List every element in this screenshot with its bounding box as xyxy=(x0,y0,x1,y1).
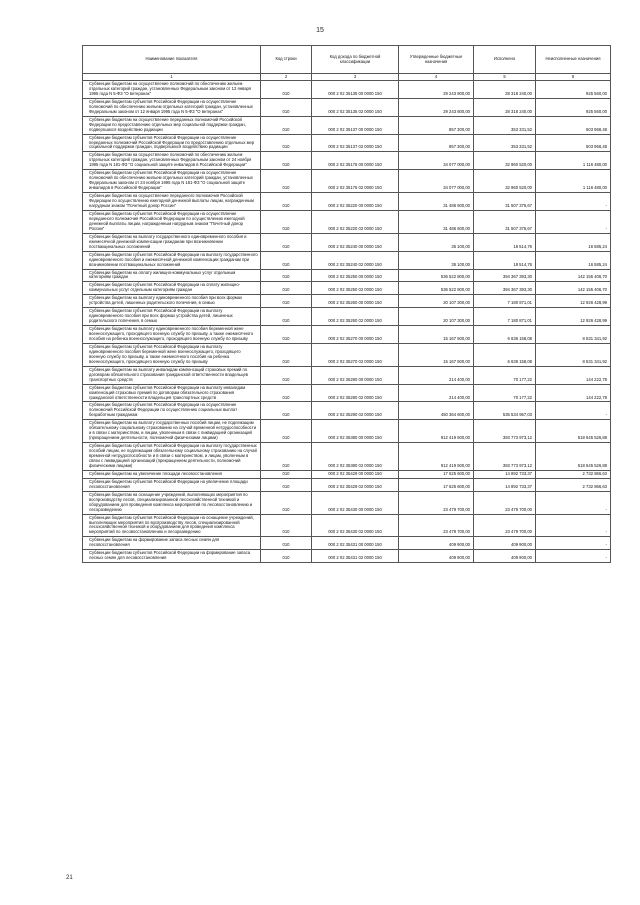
row-approved: 214 400,00 xyxy=(399,384,474,402)
row-executed: 394 367 393,30 xyxy=(474,282,536,295)
row-executed: 23 479 700,00 xyxy=(474,491,536,514)
row-approved: 409 900,00 xyxy=(399,537,474,550)
row-name: Субвенции бюджетам на осуществление переданного полномочия Российской Федерации по осуществлению ежегодной денежной выплаты лицам, награжденным нагрудным знаком "Почетный донор России" xyxy=(83,193,261,211)
row-unexecuted: - xyxy=(536,402,611,420)
table-row xyxy=(83,326,611,344)
row-kbk: 000 2 02 35290 02 0000 150 xyxy=(312,402,399,420)
footer-number: 21 xyxy=(66,875,73,881)
row-approved: 17 625 600,00 xyxy=(399,478,474,491)
row-approved: 536 522 800,00 xyxy=(399,282,474,295)
row-kbk: 000 2 02 35250 00 0000 150 xyxy=(312,269,399,282)
row-executed: 393 773 973,12 xyxy=(474,420,536,443)
row-approved: 912 419 500,00 xyxy=(399,420,474,443)
row-kbk: 000 2 02 35135 02 0000 150 xyxy=(312,98,399,116)
row-code: 010 xyxy=(261,478,312,491)
row-kbk: 000 2 02 35431 00 0000 150 xyxy=(312,537,399,550)
table-row xyxy=(83,152,611,170)
row-executed: 14 892 733,37 xyxy=(474,470,536,478)
header-name: Наименование показателя xyxy=(83,46,261,74)
row-executed: 32 960 520,00 xyxy=(474,152,536,170)
row-approved: 35 100,00 xyxy=(399,251,474,269)
table-row xyxy=(83,210,611,233)
table-row xyxy=(83,343,611,366)
row-approved: 409 900,00 xyxy=(399,550,474,563)
table-header xyxy=(83,46,611,74)
row-executed: 393 773 973,12 xyxy=(474,443,536,471)
row-approved: 23 479 700,00 xyxy=(399,514,474,537)
row-approved: 15 167 500,00 xyxy=(399,326,474,344)
row-code: 010 xyxy=(261,550,312,563)
row-code: 010 xyxy=(261,170,312,193)
row-executed: 23 479 700,00 xyxy=(474,514,536,537)
row-name: Субвенции бюджетам на выплату государственных пособий лицам, не подлежащим обязательному социальному страхованию на случай временной нетрудоспособности и в связи с материнством, и лицам, уволенным в связи с ликвидацией организаций (прекращением деятельности, полномочий физическими лицами) xyxy=(83,420,261,443)
row-kbk: 000 2 02 35430 02 0000 150 xyxy=(312,514,399,537)
row-unexecuted: - xyxy=(536,514,611,537)
row-unexecuted: 518 645 526,88 xyxy=(536,420,611,443)
row-code: 010 xyxy=(261,366,312,384)
row-name: Субвенции бюджетам на осуществление переданных полномочий Российской Федерации по предоставлению отдельных мер социальной поддержки граждан, подвергшихся воздействию радиации xyxy=(83,116,261,134)
row-executed: 6 636 158,08 xyxy=(474,326,536,344)
row-code: 010 xyxy=(261,384,312,402)
row-unexecuted: 8 531 341,92 xyxy=(536,326,611,344)
row-name: Субвенции бюджетам субъектов Российской Федерации на оплату жилищно-коммунальных услуг отдельным категориям граждан xyxy=(83,282,261,295)
row-code: 010 xyxy=(261,210,312,233)
table-row xyxy=(83,491,611,514)
row-kbk: 000 2 02 35220 00 0000 150 xyxy=(312,193,399,211)
column-index: 2 xyxy=(261,74,312,81)
row-kbk: 000 2 02 35429 00 0000 150 xyxy=(312,470,399,478)
row-kbk: 000 2 02 35137 00 0000 150 xyxy=(312,116,399,134)
row-name: Субвенции бюджетам субъектов Российской Федерации на осуществление полномочий по обеспечению жильем отдельных категорий граждан, установленных Федеральным законом от 12 января 1995 года N 5-ФЗ "О ветеранах" xyxy=(83,98,261,116)
row-executed: 7 180 871,01 xyxy=(474,295,536,308)
row-executed: 14 892 733,37 xyxy=(474,478,536,491)
row-unexecuted: - xyxy=(536,550,611,563)
header-approved: Утвержденные бюджетные назначения xyxy=(399,46,474,74)
row-unexecuted: 16 585,24 xyxy=(536,251,611,269)
table-row xyxy=(83,550,611,563)
row-approved: 29 243 800,00 xyxy=(399,98,474,116)
table-row xyxy=(83,443,611,471)
row-name: Субвенции бюджетам на осуществление полномочий по обеспечению жильем отдельных категорий граждан, установленных Федеральным законом от 24 ноября 1995 года N 181-ФЗ "О социальной защите инвалидов в Российской Федерации" xyxy=(83,152,261,170)
row-unexecuted: 8 531 341,92 xyxy=(536,343,611,366)
row-kbk: 000 2 02 35135 00 0000 150 xyxy=(312,81,399,99)
row-kbk: 000 2 02 35280 00 0000 150 xyxy=(312,366,399,384)
row-approved: 857 300,00 xyxy=(399,116,474,134)
header-row xyxy=(83,46,611,74)
row-approved: 214 400,00 xyxy=(399,366,474,384)
header-row-code: Код строки xyxy=(261,46,312,74)
row-approved: 29 243 800,00 xyxy=(399,81,474,99)
table-row xyxy=(83,537,611,550)
table-row xyxy=(83,98,611,116)
row-approved: 450 364 600,00 xyxy=(399,402,474,420)
row-name: Субвенции бюджетам на выплату единовременного пособия беременной жене военнослужащего, проходящего военную службу по призыву, а также ежемесячного пособия на ребенка военнослужащего, проходящего военную службу по призыву xyxy=(83,326,261,344)
row-executed: 394 367 393,30 xyxy=(474,269,536,282)
table-row xyxy=(83,366,611,384)
table-row xyxy=(83,420,611,443)
row-name: Субвенции бюджетам на увеличение площади лесовосстановления xyxy=(83,470,261,478)
row-unexecuted: - xyxy=(536,193,611,211)
row-approved: 20 107 300,00 xyxy=(399,295,474,308)
row-kbk: 000 2 02 35220 02 0000 150 xyxy=(312,210,399,233)
row-unexecuted: 12 926 428,99 xyxy=(536,308,611,326)
row-code: 010 xyxy=(261,134,312,152)
column-index: 6 xyxy=(536,74,611,81)
row-unexecuted: 2 732 866,63 xyxy=(536,470,611,478)
table-row xyxy=(83,81,611,99)
row-name: Субвенции бюджетам на оснащение учреждений, выполняющих мероприятия по воспроизводству лесов, специализированной лесохозяйственной техникой и оборудованием для проведения комплекса мероприятий по лесовосстановлению и лесоразведению xyxy=(83,491,261,514)
column-index: 4 xyxy=(399,74,474,81)
row-unexecuted: - xyxy=(536,491,611,514)
row-name: Субвенции бюджетам на формирование запаса лесных семян для лесовосстановления xyxy=(83,537,261,550)
row-code: 010 xyxy=(261,326,312,344)
row-code: 010 xyxy=(261,514,312,537)
table-row xyxy=(83,478,611,491)
table-row xyxy=(83,402,611,420)
row-kbk: 000 2 02 35280 02 0000 150 xyxy=(312,384,399,402)
row-kbk: 000 2 02 35380 02 0000 150 xyxy=(312,443,399,471)
row-executed: 18 514,76 xyxy=(474,251,536,269)
row-unexecuted: 1 116 480,00 xyxy=(536,152,611,170)
row-approved: 23 479 700,00 xyxy=(399,491,474,514)
row-approved: 31 486 600,00 xyxy=(399,210,474,233)
table-row xyxy=(83,134,611,152)
row-kbk: 000 2 02 35176 02 0000 150 xyxy=(312,170,399,193)
row-kbk: 000 2 02 35260 00 0000 150 xyxy=(312,295,399,308)
row-code: 010 xyxy=(261,295,312,308)
table-row xyxy=(83,170,611,193)
row-code: 010 xyxy=(261,343,312,366)
row-unexecuted: 144 222,78 xyxy=(536,384,611,402)
row-executed: 353 331,52 xyxy=(474,116,536,134)
row-executed: 28 318 240,00 xyxy=(474,81,536,99)
row-executed: 32 960 520,00 xyxy=(474,170,536,193)
table-row xyxy=(83,514,611,537)
row-code: 010 xyxy=(261,193,312,211)
column-index: 5 xyxy=(474,74,536,81)
row-executed: 6 636 158,08 xyxy=(474,343,536,366)
table-row xyxy=(83,470,611,478)
table-row xyxy=(83,269,611,282)
row-code: 010 xyxy=(261,116,312,134)
row-unexecuted: 144 222,78 xyxy=(536,366,611,384)
row-unexecuted: - xyxy=(536,537,611,550)
row-code: 010 xyxy=(261,420,312,443)
row-approved: 34 077 000,00 xyxy=(399,170,474,193)
row-approved: 15 167 500,00 xyxy=(399,343,474,366)
row-kbk: 000 2 02 35240 00 0000 150 xyxy=(312,233,399,251)
row-kbk: 000 2 02 35137 02 0000 150 xyxy=(312,134,399,152)
row-code: 010 xyxy=(261,470,312,478)
row-kbk: 000 2 02 35176 00 0000 150 xyxy=(312,152,399,170)
row-name: Субвенции бюджетам субъектов Российской Федерации на выплату государственного единовременного пособия и ежемесячной денежной компенсации гражданам при возникновении поствакцинальных осложнений xyxy=(83,251,261,269)
row-code: 010 xyxy=(261,537,312,550)
row-kbk: 000 2 02 35250 02 0000 150 xyxy=(312,282,399,295)
row-executed: 31 507 376,67 xyxy=(474,193,536,211)
row-executed: 535 534 957,03 xyxy=(474,402,536,420)
row-executed: 409 900,00 xyxy=(474,537,536,550)
row-executed: 70 177,22 xyxy=(474,366,536,384)
row-approved: 912 419 500,00 xyxy=(399,443,474,471)
row-unexecuted: 12 926 428,99 xyxy=(536,295,611,308)
row-unexecuted: 16 585,24 xyxy=(536,233,611,251)
row-unexecuted: 518 645 526,88 xyxy=(536,443,611,471)
row-unexecuted: 503 968,48 xyxy=(536,134,611,152)
row-approved: 17 625 600,00 xyxy=(399,470,474,478)
page-number: 15 xyxy=(316,27,324,34)
row-unexecuted: 925 560,00 xyxy=(536,81,611,99)
row-code: 010 xyxy=(261,251,312,269)
row-kbk: 000 2 02 35380 00 0000 150 xyxy=(312,420,399,443)
row-name: Субвенции бюджетам на выплату инвалидам компенсаций страховых премий по договорам обязательного страхования гражданской ответственности владельцев транспортных средств xyxy=(83,366,261,384)
row-approved: 20 107 300,00 xyxy=(399,308,474,326)
table-row xyxy=(83,193,611,211)
row-approved: 31 486 600,00 xyxy=(399,193,474,211)
row-unexecuted: 2 732 866,63 xyxy=(536,478,611,491)
row-executed: 353 331,52 xyxy=(474,134,536,152)
row-code: 010 xyxy=(261,491,312,514)
table-row xyxy=(83,308,611,326)
row-name: Субвенции бюджетам на осуществление полномочий по обеспечению жильем отдельных категорий граждан, установленных Федеральным законом от 12 января 1995 года N 5-ФЗ "О ветеранах" xyxy=(83,81,261,99)
table-row xyxy=(83,282,611,295)
row-name: Субвенции бюджетам субъектов Российской Федерации на выплату единовременного пособия беременной жене военнослужащего, проходящего военную службу по призыву, а также ежемесячного пособия на ребенка военнослужащего, проходящего военную службу по призыву xyxy=(83,343,261,366)
row-code: 010 xyxy=(261,308,312,326)
row-kbk: 000 2 02 35429 02 0000 150 xyxy=(312,478,399,491)
table-row xyxy=(83,384,611,402)
row-approved: 536 522 800,00 xyxy=(399,269,474,282)
row-approved: 35 100,00 xyxy=(399,233,474,251)
row-kbk: 000 2 02 35431 02 0000 150 xyxy=(312,550,399,563)
row-kbk: 000 2 02 35430 00 0000 150 xyxy=(312,491,399,514)
row-code: 010 xyxy=(261,443,312,471)
row-kbk: 000 2 02 35240 02 0000 150 xyxy=(312,251,399,269)
row-name: Субвенции бюджетам субъектов Российской Федерации на формирование запаса лесных семян для лесовосстановления xyxy=(83,550,261,563)
row-name: Субвенции бюджетам субъектов Российской Федерации на выплату инвалидам компенсаций страховых премий по договорам обязательного страхования гражданской ответственности владельцев транспортных средств xyxy=(83,384,261,402)
row-name: Субвенции бюджетам на оплату жилищно-коммунальных услуг отдельным категориям граждан xyxy=(83,269,261,282)
row-executed: 409 900,00 xyxy=(474,550,536,563)
row-executed: 70 177,22 xyxy=(474,384,536,402)
row-executed: 28 318 240,00 xyxy=(474,98,536,116)
table-row xyxy=(83,295,611,308)
header-unexecuted: Неисполненные назначения xyxy=(536,46,611,74)
row-unexecuted: 142 155 406,70 xyxy=(536,269,611,282)
row-code: 010 xyxy=(261,402,312,420)
row-executed: 18 514,76 xyxy=(474,233,536,251)
row-name: Субвенции бюджетам субъектов Российской Федерации на выплату государственных пособий лицам, не подлежащим обязательному социальному страхованию на случай временной нетрудоспособности и в связи с материнством, и лицам, уволенным в связи с ликвидацией организаций (прекращением деятельности, полномочий физическими лицами) xyxy=(83,443,261,471)
row-name: Субвенции бюджетам субъектов Российской Федерации на оснащение учреждений, выполняющих мероприятия по воспроизводству лесов, специализированной лесохозяйственной техникой и оборудованием для проведения комплекса мероприятий по лесовосстановлению и лесоразведению xyxy=(83,514,261,537)
row-approved: 34 077 000,00 xyxy=(399,152,474,170)
header-executed: Исполнено xyxy=(474,46,536,74)
table-body xyxy=(83,74,611,563)
row-code: 010 xyxy=(261,233,312,251)
table-row xyxy=(83,116,611,134)
table-row xyxy=(83,251,611,269)
column-index: 1 xyxy=(83,74,261,81)
row-executed: 7 180 871,01 xyxy=(474,308,536,326)
row-name: Субвенции бюджетам на выплату государственного единовременного пособия и ежемесячной денежной компенсации гражданам при возникновении поствакцинальных осложнений xyxy=(83,233,261,251)
budget-execution-table xyxy=(82,45,611,563)
row-name: Субвенции бюджетам субъектов Российской Федерации на увеличение площади лесовосстановления xyxy=(83,478,261,491)
row-kbk: 000 2 02 35270 00 0000 150 xyxy=(312,326,399,344)
header-kbk: Код дохода по бюджетной классификации xyxy=(312,46,399,74)
column-index: 3 xyxy=(312,74,399,81)
row-unexecuted: 1 116 480,00 xyxy=(536,170,611,193)
row-name: Субвенции бюджетам субъектов Российской Федерации на осуществление переданного полномочия Российской Федерации по осуществлению ежегодной денежной выплаты лицам, награжденным нагрудным знаком "Почетный донор России" xyxy=(83,210,261,233)
row-code: 010 xyxy=(261,98,312,116)
row-name: Субвенции бюджетам субъектов Российской Федерации на выплату единовременного пособия при всех формах устройства детей, лишенных родительского попечения, в семью xyxy=(83,308,261,326)
row-code: 010 xyxy=(261,81,312,99)
row-name: Субвенции бюджетам на выплату единовременного пособия при всех формах устройства детей, лишенных родительского попечения, в семью xyxy=(83,295,261,308)
row-code: 010 xyxy=(261,282,312,295)
row-executed: 31 507 376,67 xyxy=(474,210,536,233)
row-code: 010 xyxy=(261,269,312,282)
row-unexecuted: 142 155 406,70 xyxy=(536,282,611,295)
row-name: Субвенции бюджетам субъектов Российской Федерации на осуществление полномочий по обеспечению жильем отдельных категорий граждан, установленных Федеральным законом от 24 ноября 1995 года N 181-ФЗ "О социальной защите инвалидов в Российской Федерации" xyxy=(83,170,261,193)
column-index-row xyxy=(83,74,611,81)
row-unexecuted: - xyxy=(536,210,611,233)
row-name: Субвенции бюджетам субъектов Российской Федерации на осуществление полномочий Российской Федерации по осуществлению социальных выплат безработным гражданам xyxy=(83,402,261,420)
row-approved: 857 300,00 xyxy=(399,134,474,152)
row-code: 010 xyxy=(261,152,312,170)
row-kbk: 000 2 02 35260 02 0000 150 xyxy=(312,308,399,326)
row-unexecuted: 503 968,48 xyxy=(536,116,611,134)
row-name: Субвенции бюджетам субъектов Российской Федерации на осуществление переданных полномочий Российской Федерации по предоставлению отдельных мер социальной поддержки граждан, подвергшихся воздействию радиации xyxy=(83,134,261,152)
row-kbk: 000 2 02 35270 02 0000 150 xyxy=(312,343,399,366)
row-unexecuted: 925 560,00 xyxy=(536,98,611,116)
table-row xyxy=(83,233,611,251)
